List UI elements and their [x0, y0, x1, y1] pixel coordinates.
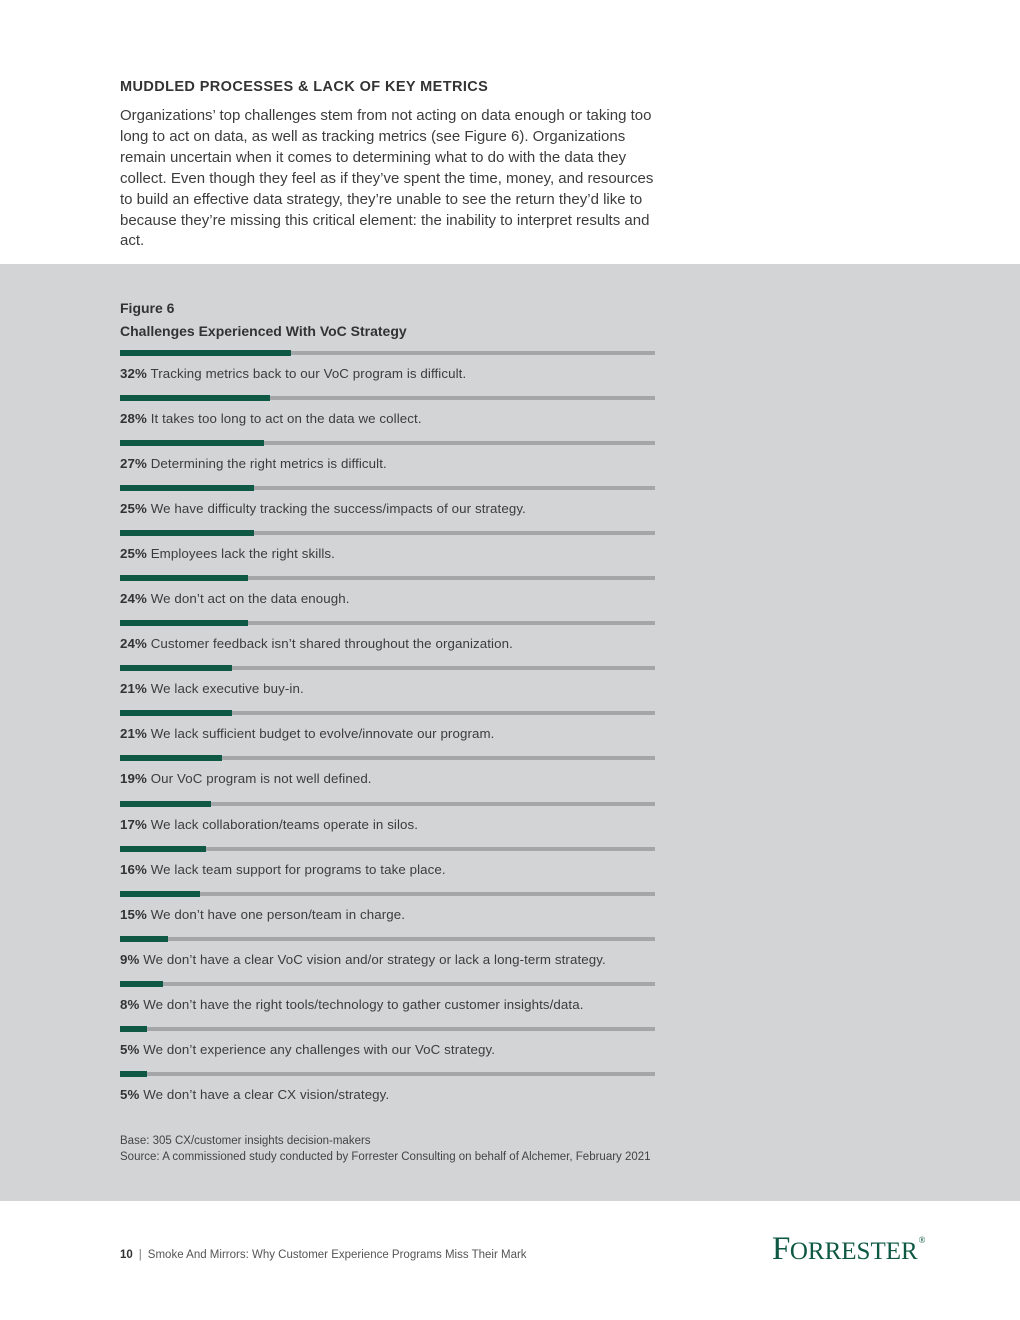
logo-wordmark: FORRESTER [772, 1231, 918, 1267]
bar-label [120, 366, 466, 381]
bar-percent: 19% [120, 771, 147, 787]
bar-label [120, 1042, 495, 1057]
bar-description: It takes too long to act on the data we collect. [146, 411, 422, 427]
bar-label [120, 411, 422, 426]
bar-description: We don’t have a clear CX vision/strategy. [139, 1086, 390, 1102]
source-note: Source: A commissioned study conducted by Forrester Consulting on behalf of Alchemer, February 2021 [120, 1151, 651, 1163]
intro-paragraph: Organizations’ top challenges stem from not acting on data enough or taking too long to act on data, as well as tracking metrics (see Figure 6). Organizations remain uncertain when it comes to determining what to do with the data they collect. Even though they feel as if they’ve spent the time, money, and resources to build an effective data strategy, they’re unable to see the return they’d like to because they’re missing this critical element: the inability to interpret results and act. [120, 107, 654, 250]
bar-description: Tracking metrics back to our VoC program is difficult. [146, 366, 467, 381]
bar-percent: 21% [120, 681, 147, 697]
bar-fill [120, 575, 248, 581]
bar-label [120, 591, 350, 606]
bar-description: We lack executive buy-in. [146, 681, 304, 697]
bar-description: Determining the right metrics is difficult. [146, 456, 387, 472]
bar-fill [120, 530, 254, 536]
forrester-logo [772, 1231, 925, 1268]
bar-percent: 27% [120, 456, 147, 472]
bar-label [120, 636, 513, 651]
document-title: Smoke And Mirrors: Why Customer Experience Programs Miss Their Mark [147, 1249, 527, 1261]
chart-row [120, 440, 655, 485]
page-number: 10 [120, 1249, 133, 1261]
chart-row [120, 1026, 655, 1071]
bar-label [120, 817, 418, 832]
bar-percent: 25% [120, 501, 147, 517]
bar-description: We don’t have a clear VoC vision and/or strategy or lack a long-term strategy. [139, 951, 606, 967]
chart-row [120, 485, 655, 530]
bar-fill [120, 1026, 147, 1032]
bar-fill [120, 710, 232, 716]
chart-row [120, 936, 655, 981]
bar-description: We lack team support for programs to take place. [146, 861, 446, 877]
bar-description: We don’t have one person/team in charge. [146, 906, 406, 922]
page-footer [120, 1249, 527, 1261]
chart-row [120, 846, 655, 891]
bar-label [120, 726, 494, 741]
bar-percent: 21% [120, 726, 147, 742]
bar-description: We don’t have the right tools/technology to gather customer insights/data. [139, 996, 584, 1012]
bar-fill [120, 1071, 147, 1077]
bar-description: We don’t experience any challenges with our VoC strategy. [139, 1041, 496, 1057]
bar-label [120, 456, 387, 471]
bar-description: Employees lack the right skills. [146, 546, 335, 562]
chart-row [120, 620, 655, 665]
bar-fill [120, 440, 264, 446]
bar-fill [120, 936, 168, 942]
bar-percent: 25% [120, 546, 147, 562]
figure-notes [120, 1133, 651, 1165]
chart-row [120, 710, 655, 755]
bar-percent: 9% [120, 951, 140, 967]
chart-row [120, 891, 655, 936]
bar-label [120, 681, 304, 696]
bar-fill [120, 891, 200, 897]
registered-mark: ® [918, 1235, 925, 1245]
bar-percent: 5% [120, 1041, 140, 1057]
bar-percent: 8% [120, 996, 140, 1012]
bar-fill [120, 485, 254, 491]
bar-label [120, 771, 372, 786]
bar-label [120, 1087, 389, 1102]
figure-label: Figure 6 [120, 300, 175, 316]
bar-percent: 32% [120, 366, 147, 381]
bar-description: We don’t act on the data enough. [146, 591, 350, 607]
figure-title: Challenges Experienced With VoC Strategy [120, 323, 407, 339]
chart-row [120, 1071, 655, 1116]
chart-row [120, 530, 655, 575]
chart-row [120, 801, 655, 846]
bar-percent: 17% [120, 816, 147, 832]
chart-row [120, 575, 655, 620]
bar-label [120, 501, 526, 516]
bar-fill [120, 665, 232, 671]
base-note: Base: 305 CX/customer insights decision-makers [120, 1135, 371, 1147]
bar-percent: 15% [120, 906, 147, 922]
bar-description: Customer feedback isn’t shared throughout the organization. [146, 636, 513, 652]
bar-label [120, 907, 405, 922]
bar-fill [120, 801, 211, 807]
bar-percent: 16% [120, 861, 147, 877]
footer-separator: | [138, 1249, 142, 1261]
bar-percent: 24% [120, 636, 147, 652]
bar-track [120, 1027, 655, 1031]
chart-row [120, 395, 655, 440]
section-heading: MUDDLED PROCESSES & LACK OF KEY METRICS [120, 79, 489, 95]
bar-label [120, 952, 606, 967]
bar-label [120, 546, 335, 561]
bar-fill [120, 981, 163, 987]
bar-fill [120, 350, 291, 356]
bar-fill [120, 846, 206, 852]
bar-percent: 28% [120, 411, 147, 427]
bar-fill [120, 755, 222, 761]
bar-track [120, 982, 655, 986]
bar-description: Our VoC program is not well defined. [146, 771, 372, 787]
bar-label [120, 862, 446, 877]
chart-row [120, 981, 655, 1026]
bar-track [120, 937, 655, 941]
bar-description: We lack collaboration/teams operate in silos. [146, 816, 419, 832]
bar-fill [120, 395, 270, 401]
chart-row [120, 350, 655, 395]
bar-track [120, 1072, 655, 1076]
chart-row [120, 755, 655, 800]
bar-percent: 5% [120, 1086, 140, 1102]
chart-row [120, 665, 655, 710]
bar-description: We have difficulty tracking the success/impacts of our strategy. [146, 501, 526, 517]
bar-description: We lack sufficient budget to evolve/innovate our program. [146, 726, 495, 742]
bar-fill [120, 620, 248, 626]
bar-label [120, 997, 584, 1012]
bar-percent: 24% [120, 591, 147, 607]
bar-track [120, 892, 655, 896]
